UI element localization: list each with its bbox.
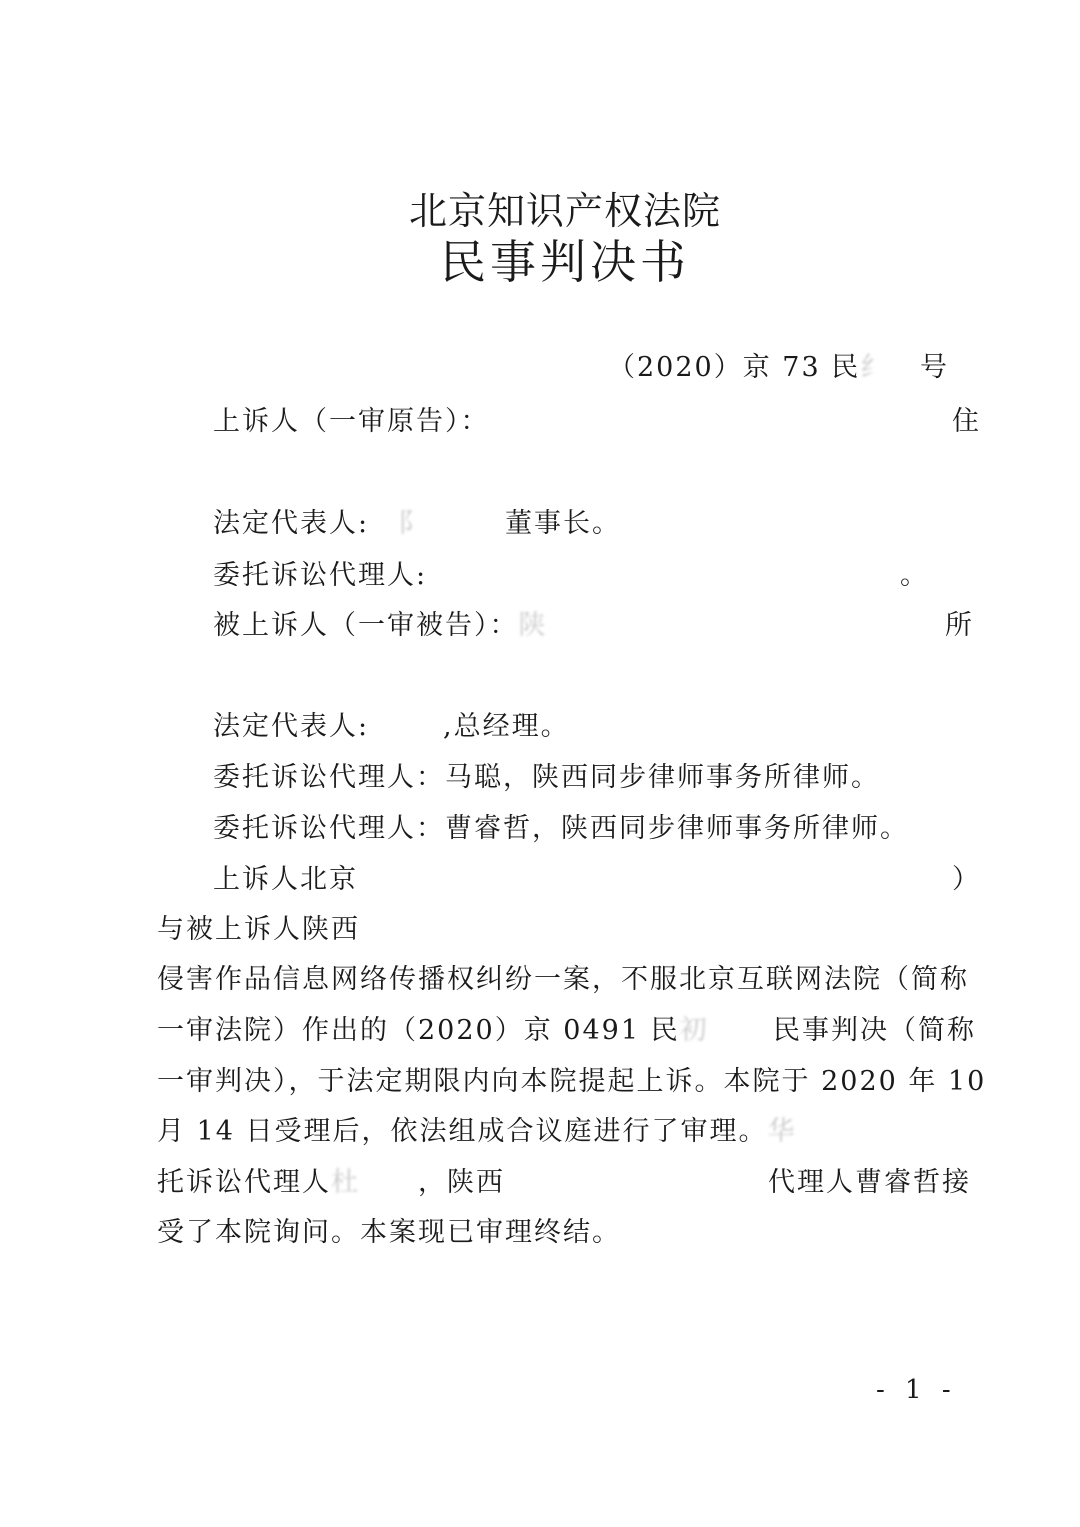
appellee-rep-title: ,总经理。: [443, 711, 570, 742]
appellee-rep-label: 法定代表人:: [213, 711, 370, 742]
body-line-7-end: 代理人曹睿哲接: [768, 1167, 971, 1198]
body-line-6: [157, 1114, 797, 1150]
document-title: 民事判决书: [440, 235, 690, 289]
body-line-7-start: 托诉讼代理人: [157, 1167, 331, 1198]
appellant-agent-label: 委托诉讼代理人:: [213, 560, 428, 591]
appellant-representative-line: [213, 506, 427, 542]
body-line-6-text: 月 14 日受理后，依法组成合议庭进行了审理。: [157, 1116, 768, 1147]
redacted-text: 杜: [331, 1167, 360, 1198]
body-line-4-end: 民事判决（简称: [773, 1015, 976, 1046]
body-line-7: [157, 1165, 360, 1201]
body-line-1-end: ）: [952, 864, 979, 895]
appellant-line: [213, 404, 490, 440]
appellee-representative-line: [213, 709, 369, 745]
appellee-agent-1: 委托诉讼代理人：马聪，陕西同步律师事务所律师。: [213, 762, 880, 793]
appellant-right-fragment: 住: [952, 406, 979, 437]
body-line-5: 一审判决），于法定期限内向本院提起上诉。本院于 2020 年 10: [157, 1066, 987, 1097]
appellant-label: 上诉人（一审原告）：: [213, 406, 490, 437]
case-number-suffix: 号: [920, 352, 949, 383]
appellant-agent-line: [213, 558, 427, 594]
case-number: [608, 350, 949, 386]
redacted-text: 初: [679, 1015, 709, 1046]
case-number-prefix: （2020）京 73 民: [608, 352, 861, 383]
appellee-right-fragment: 所: [945, 610, 972, 641]
appellant-rep-title: 董事长。: [505, 508, 621, 539]
appellant-agent-end: 。: [900, 560, 927, 591]
appellant-rep-label: 法定代表人:: [213, 508, 370, 539]
body-line-1-start: 上诉人北京: [213, 864, 358, 895]
body-line-4-start: 一审法院）作出的（2020）京 0491 民: [157, 1015, 680, 1046]
body-line-2: [157, 912, 360, 948]
redacted-text: 纟: [860, 352, 890, 383]
appellee-label: 被上诉人（一审被告）：: [213, 610, 519, 641]
page-number: - 1 -: [876, 1375, 957, 1405]
body-line-2-start: 与被上诉人陕西: [157, 914, 360, 945]
appellee-line: [213, 608, 548, 644]
body-line-1: [213, 862, 358, 898]
appellee-agent-2: 委托诉讼代理人：曹睿哲，陕西同步律师事务所律师。: [213, 813, 909, 844]
redacted-text: 阝: [369, 508, 428, 539]
body-line-3: 侵害作品信息网络传播权纠纷一案，不服北京互联网法院（简称: [157, 964, 969, 995]
body-line-8: 受了本院询问。本案现已审理终结。: [157, 1217, 621, 1248]
redacted-text: 华: [767, 1116, 797, 1147]
body-line-7-mid: ，陕西: [418, 1167, 505, 1198]
body-line-4: [157, 1013, 709, 1049]
court-name: 北京知识产权法院: [408, 189, 721, 233]
redacted-text: 陕: [518, 610, 548, 641]
